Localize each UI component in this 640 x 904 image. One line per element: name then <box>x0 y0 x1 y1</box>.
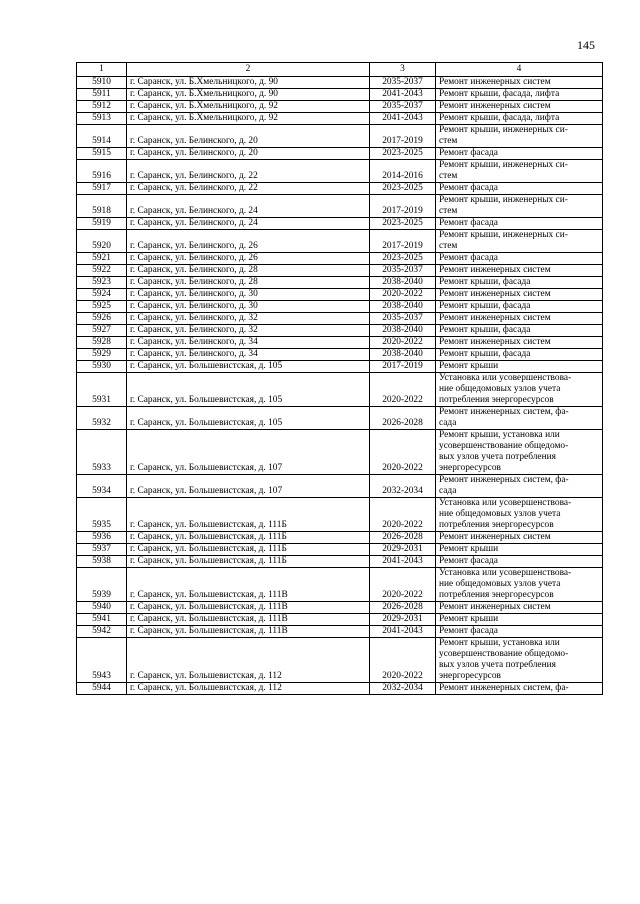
table-row <box>77 556 603 568</box>
row-number-cell: 5930 <box>77 361 127 373</box>
table-row <box>77 568 603 602</box>
work-type-cell: Ремонт инженерных систем, фа- <box>436 683 603 695</box>
table-header <box>77 63 603 77</box>
row-number-cell: 5937 <box>77 544 127 556</box>
row-number-cell: 5917 <box>77 183 127 195</box>
work-type-cell: Ремонт крыши, фасада, лифта <box>436 113 603 125</box>
period-cell: 2026-2028 <box>370 407 436 430</box>
work-type-cell: Ремонт фасада <box>436 253 603 265</box>
column-header-number: 1 <box>77 63 127 77</box>
work-type-cell: Ремонт фасада <box>436 148 603 160</box>
table-row <box>77 277 603 289</box>
work-type-cell: Ремонт крыши, установка или усовершенствование общедомо- вых узлов учета потребления энергоресурсов <box>436 638 603 683</box>
work-type-cell: Ремонт крыши, установка или усовершенствование общедомо- вых узлов учета потребления энергоресурсов <box>436 430 603 475</box>
work-type-cell: Установка или усовершенствова- ние общедомовых узлов учета потребления энергоресурсов <box>436 568 603 602</box>
row-number-cell: 5925 <box>77 301 127 313</box>
table-row <box>77 301 603 313</box>
row-number-cell: 5924 <box>77 289 127 301</box>
address-cell: г. Саранск, ул. Белинского, д. 20 <box>127 125 370 148</box>
address-cell: г. Саранск, ул. Большевистская, д. 111В <box>127 568 370 602</box>
work-type-cell: Установка или усовершенствова- ние общедомовых узлов учета потребления энергоресурсов <box>436 373 603 407</box>
table-row <box>77 183 603 195</box>
row-number-cell: 5929 <box>77 349 127 361</box>
address-cell: г. Саранск, ул. Большевистская, д. 111В <box>127 614 370 626</box>
table-row <box>77 614 603 626</box>
period-cell: 2020-2022 <box>370 373 436 407</box>
address-cell: г. Саранск, ул. Б.Хмельницкого, д. 90 <box>127 89 370 101</box>
work-type-cell: Ремонт крыши, инженерных си- стем <box>436 125 603 148</box>
work-type-cell: Ремонт крыши, инженерных си- стем <box>436 160 603 183</box>
address-cell: г. Саранск, ул. Большевистская, д. 111В <box>127 626 370 638</box>
work-type-cell: Ремонт крыши, инженерных си- стем <box>436 230 603 253</box>
period-cell: 2029-2031 <box>370 614 436 626</box>
address-cell: г. Саранск, ул. Б.Хмельницкого, д. 92 <box>127 101 370 113</box>
period-cell: 2017-2019 <box>370 195 436 218</box>
work-type-cell: Установка или усовершенствова- ние общедомовых узлов учета потребления энергоресурсов <box>436 498 603 532</box>
period-cell: 2035-2037 <box>370 265 436 277</box>
period-cell: 2017-2019 <box>370 125 436 148</box>
address-cell: г. Саранск, ул. Большевистская, д. 105 <box>127 407 370 430</box>
table-row <box>77 498 603 532</box>
table-row <box>77 361 603 373</box>
row-number-cell: 5935 <box>77 498 127 532</box>
table-row <box>77 626 603 638</box>
address-cell: г. Саранск, ул. Белинского, д. 22 <box>127 183 370 195</box>
row-number-cell: 5910 <box>77 77 127 89</box>
row-number-cell: 5938 <box>77 556 127 568</box>
table-row <box>77 683 603 695</box>
row-number-cell: 5921 <box>77 253 127 265</box>
work-type-cell: Ремонт инженерных систем <box>436 532 603 544</box>
row-number-cell: 5913 <box>77 113 127 125</box>
period-cell: 2038-2040 <box>370 349 436 361</box>
column-header-period: 3 <box>370 63 436 77</box>
column-header-address: 2 <box>127 63 370 77</box>
work-type-cell: Ремонт крыши <box>436 614 603 626</box>
row-number-cell: 5944 <box>77 683 127 695</box>
address-cell: г. Саранск, ул. Белинского, д. 32 <box>127 313 370 325</box>
address-cell: г. Саранск, ул. Б.Хмельницкого, д. 92 <box>127 113 370 125</box>
period-cell: 2038-2040 <box>370 301 436 313</box>
work-type-cell: Ремонт фасада <box>436 556 603 568</box>
work-type-cell: Ремонт крыши <box>436 361 603 373</box>
table-row <box>77 602 603 614</box>
period-cell: 2026-2028 <box>370 602 436 614</box>
work-type-cell: Ремонт крыши, фасада <box>436 301 603 313</box>
work-type-cell: Ремонт крыши, фасада <box>436 277 603 289</box>
table-row <box>77 265 603 277</box>
table-row <box>77 195 603 218</box>
period-cell: 2038-2040 <box>370 325 436 337</box>
work-type-cell: Ремонт инженерных систем, фа- сада <box>436 475 603 498</box>
work-type-cell: Ремонт инженерных систем <box>436 602 603 614</box>
work-type-cell: Ремонт крыши <box>436 544 603 556</box>
table-row <box>77 77 603 89</box>
row-number-cell: 5939 <box>77 568 127 602</box>
work-type-cell: Ремонт инженерных систем, фа- сада <box>436 407 603 430</box>
work-type-cell: Ремонт крыши, инженерных си- стем <box>436 195 603 218</box>
address-cell: г. Саранск, ул. Белинского, д. 30 <box>127 301 370 313</box>
row-number-cell: 5941 <box>77 614 127 626</box>
table-row <box>77 544 603 556</box>
row-number-cell: 5920 <box>77 230 127 253</box>
address-cell: г. Саранск, ул. Белинского, д. 24 <box>127 195 370 218</box>
address-cell: г. Саранск, ул. Белинского, д. 26 <box>127 230 370 253</box>
table-row <box>77 148 603 160</box>
row-number-cell: 5926 <box>77 313 127 325</box>
row-number-cell: 5942 <box>77 626 127 638</box>
row-number-cell: 5936 <box>77 532 127 544</box>
column-header-work: 4 <box>436 63 603 77</box>
address-cell: г. Саранск, ул. Белинского, д. 34 <box>127 337 370 349</box>
address-cell: г. Саранск, ул. Белинского, д. 30 <box>127 289 370 301</box>
period-cell: 2041-2043 <box>370 556 436 568</box>
address-cell: г. Саранск, ул. Б.Хмельницкого, д. 90 <box>127 77 370 89</box>
row-number-cell: 5916 <box>77 160 127 183</box>
row-number-cell: 5940 <box>77 602 127 614</box>
work-type-cell: Ремонт крыши, фасада, лифта <box>436 89 603 101</box>
period-cell: 2032-2034 <box>370 475 436 498</box>
period-cell: 2014-2016 <box>370 160 436 183</box>
address-cell: г. Саранск, ул. Большевистская, д. 105 <box>127 373 370 407</box>
address-cell: г. Саранск, ул. Белинского, д. 24 <box>127 218 370 230</box>
period-cell: 2041-2043 <box>370 89 436 101</box>
address-cell: г. Саранск, ул. Большевистская, д. 111Б <box>127 532 370 544</box>
row-number-cell: 5915 <box>77 148 127 160</box>
period-cell: 2020-2022 <box>370 337 436 349</box>
table-row <box>77 407 603 430</box>
address-cell: г. Саранск, ул. Большевистская, д. 105 <box>127 361 370 373</box>
period-cell: 2023-2025 <box>370 183 436 195</box>
work-type-cell: Ремонт крыши, фасада <box>436 325 603 337</box>
address-cell: г. Саранск, ул. Белинского, д. 26 <box>127 253 370 265</box>
work-type-cell: Ремонт инженерных систем <box>436 77 603 89</box>
repair-schedule-table <box>76 62 603 695</box>
work-type-cell: Ремонт инженерных систем <box>436 313 603 325</box>
table-row <box>77 160 603 183</box>
table-row <box>77 337 603 349</box>
period-cell: 2038-2040 <box>370 277 436 289</box>
table-row <box>77 125 603 148</box>
work-type-cell: Ремонт инженерных систем <box>436 101 603 113</box>
address-cell: г. Саранск, ул. Белинского, д. 22 <box>127 160 370 183</box>
address-cell: г. Саранск, ул. Большевистская, д. 111Б <box>127 498 370 532</box>
work-type-cell: Ремонт инженерных систем <box>436 337 603 349</box>
work-type-cell: Ремонт инженерных систем <box>436 265 603 277</box>
row-number-cell: 5928 <box>77 337 127 349</box>
table-row <box>77 349 603 361</box>
address-cell: г. Саранск, ул. Большевистская, д. 111Б <box>127 544 370 556</box>
period-cell: 2023-2025 <box>370 218 436 230</box>
table-row <box>77 532 603 544</box>
address-cell: г. Саранск, ул. Белинского, д. 34 <box>127 349 370 361</box>
table-row <box>77 101 603 113</box>
table-row <box>77 638 603 683</box>
address-cell: г. Саранск, ул. Большевистская, д. 111В <box>127 602 370 614</box>
table-row <box>77 253 603 265</box>
period-cell: 2023-2025 <box>370 253 436 265</box>
table-row <box>77 89 603 101</box>
address-cell: г. Саранск, ул. Большевистская, д. 112 <box>127 638 370 683</box>
table-row <box>77 430 603 475</box>
row-number-cell: 5922 <box>77 265 127 277</box>
row-number-cell: 5911 <box>77 89 127 101</box>
work-type-cell: Ремонт инженерных систем <box>436 289 603 301</box>
table-row <box>77 218 603 230</box>
period-cell: 2026-2028 <box>370 532 436 544</box>
work-type-cell: Ремонт фасада <box>436 218 603 230</box>
row-number-cell: 5931 <box>77 373 127 407</box>
period-cell: 2023-2025 <box>370 148 436 160</box>
period-cell: 2020-2022 <box>370 638 436 683</box>
row-number-cell: 5923 <box>77 277 127 289</box>
work-type-cell: Ремонт крыши, фасада <box>436 349 603 361</box>
table-row <box>77 325 603 337</box>
address-cell: г. Саранск, ул. Большевистская, д. 112 <box>127 683 370 695</box>
address-cell: г. Саранск, ул. Белинского, д. 28 <box>127 265 370 277</box>
period-cell: 2017-2019 <box>370 230 436 253</box>
address-cell: г. Саранск, ул. Белинского, д. 32 <box>127 325 370 337</box>
address-cell: г. Саранск, ул. Большевистская, д. 107 <box>127 475 370 498</box>
address-cell: г. Саранск, ул. Большевистская, д. 111Б <box>127 556 370 568</box>
period-cell: 2035-2037 <box>370 313 436 325</box>
row-number-cell: 5934 <box>77 475 127 498</box>
address-cell: г. Саранск, ул. Белинского, д. 28 <box>127 277 370 289</box>
row-number-cell: 5927 <box>77 325 127 337</box>
row-number-cell: 5932 <box>77 407 127 430</box>
period-cell: 2020-2022 <box>370 289 436 301</box>
table-row <box>77 475 603 498</box>
address-cell: г. Саранск, ул. Белинского, д. 20 <box>127 148 370 160</box>
period-cell: 2017-2019 <box>370 361 436 373</box>
address-cell: г. Саранск, ул. Большевистская, д. 107 <box>127 430 370 475</box>
period-cell: 2029-2031 <box>370 544 436 556</box>
row-number-cell: 5943 <box>77 638 127 683</box>
table-row <box>77 230 603 253</box>
table-row <box>77 113 603 125</box>
period-cell: 2035-2037 <box>370 77 436 89</box>
row-number-cell: 5914 <box>77 125 127 148</box>
row-number-cell: 5918 <box>77 195 127 218</box>
period-cell: 2020-2022 <box>370 568 436 602</box>
period-cell: 2020-2022 <box>370 498 436 532</box>
table-row <box>77 313 603 325</box>
row-number-cell: 5919 <box>77 218 127 230</box>
period-cell: 2035-2037 <box>370 101 436 113</box>
work-type-cell: Ремонт фасада <box>436 626 603 638</box>
period-cell: 2041-2043 <box>370 626 436 638</box>
work-type-cell: Ремонт фасада <box>436 183 603 195</box>
table-row <box>77 289 603 301</box>
table-row <box>77 373 603 407</box>
row-number-cell: 5933 <box>77 430 127 475</box>
table-body <box>77 77 603 695</box>
period-cell: 2020-2022 <box>370 430 436 475</box>
page-number: 145 <box>577 38 595 52</box>
row-number-cell: 5912 <box>77 101 127 113</box>
period-cell: 2041-2043 <box>370 113 436 125</box>
period-cell: 2032-2034 <box>370 683 436 695</box>
